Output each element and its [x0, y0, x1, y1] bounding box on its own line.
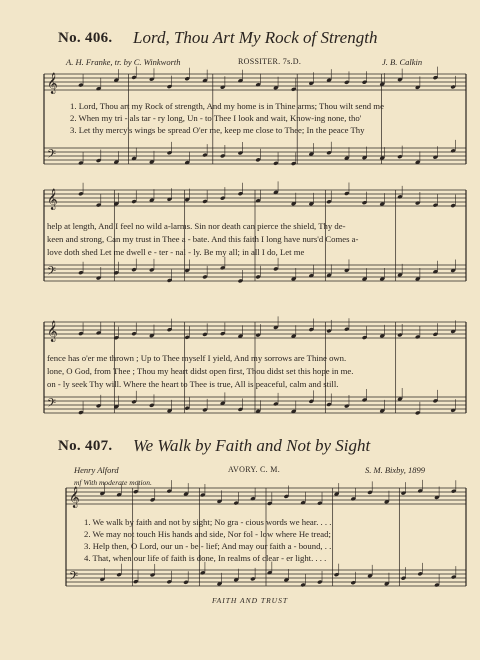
hymn-406-s1-verse-1: 1. Lord, Thou art my Rock of strength, And my home is in Thine arms; Thou wilt send me [70, 101, 384, 111]
hymn-406-s1-verse-2: 2. When my tri - als tar - ry long, Un - to Thee I look and wait, Know-ing none, tho' [70, 113, 362, 123]
h406-system1-treble-clef: 𝄞 [47, 73, 58, 94]
h406-system2-bass-clef: 𝄢 [47, 265, 57, 281]
hymn-407-composer: S. M. Bixby, 1899 [365, 465, 425, 475]
hymn-406-tune: ROSSITER. 7s.D. [238, 57, 302, 66]
hymn-407-verse-1: 1. We walk by faith and not by sight; No gra - cious words we hear. . . . [84, 517, 332, 527]
page-footer: FAITH AND TRUST [212, 596, 288, 605]
hymn-407-verse-4: 4. That, when our life of faith is done, In realms of clear - er light. . . . [84, 553, 327, 563]
hymn-406-s2-verse-2: keen and strong, Can my trust in Thee a - bate. And this faith I long have nurs'd Comes a- [47, 234, 359, 244]
h406-system3-treble-clef: 𝄞 [47, 321, 58, 342]
hymn-407-title: We Walk by Faith and Not by Sight [133, 436, 371, 455]
hymn-406-s1-verse-3: 3. Let thy mercy's wings be spread O'er me, keep me close to Thee; In the peace Thy [70, 125, 365, 135]
hymn-406-s3-verse-3: on - ly seek Thy will. Where the heart to Thee is true, All is peaceful, calm and still. [47, 379, 339, 389]
hymn-407-verse-2: 2. We may not touch His hands and side, Nor fol - low where He tread; [84, 529, 331, 539]
h406-system3-bass-clef: 𝄢 [47, 397, 57, 413]
hymn-406-s2-verse-3: love doth shed Let me dwell e - ter - nal - ly. Be my all; in all I do, Let me [47, 247, 305, 257]
hymn-406-s3-verse-2: lone, O God, from Thee ; Thou my heart didst open first, Thou didst set this hope in me. [47, 366, 354, 376]
h407-system1-bass-clef: 𝄢 [69, 570, 79, 586]
h407-system1-treble-clef: 𝄞 [69, 487, 80, 508]
h406-system2-treble-clef: 𝄞 [47, 189, 58, 210]
hymn-406-number: No. 406. [58, 30, 113, 46]
hymn-406-s3-verse-1: fence has o'er me thrown ; Up to Thee myself I yield, And my sorrows are Thine own. [47, 353, 347, 363]
hymn-407-number: No. 407. [58, 438, 113, 454]
hymn-407-verse-3: 3. Help then, O Lord, our un - be - lief; And may our faith a - bound, . . [84, 541, 332, 551]
h406-system1-bass-clef: 𝄢 [47, 148, 57, 164]
hymn-406-author: A. H. Franke, tr. by C. Winkworth [66, 57, 181, 67]
hymn-406-s2-verse-1: help at length, And I feel no wild a-larms. Sin nor death can pierce the shield, Thy de- [47, 221, 346, 231]
hymn-407-tune: AVORY. C. M. [228, 465, 280, 474]
hymn-407-tempo: mf With moderate motion. [74, 478, 152, 487]
hymn-407-author: Henry Alford [74, 465, 119, 475]
hymn-406-title: Lord, Thou Art My Rock of Strength [133, 28, 378, 47]
hymn-406-composer: J. B. Calkin [382, 57, 423, 67]
